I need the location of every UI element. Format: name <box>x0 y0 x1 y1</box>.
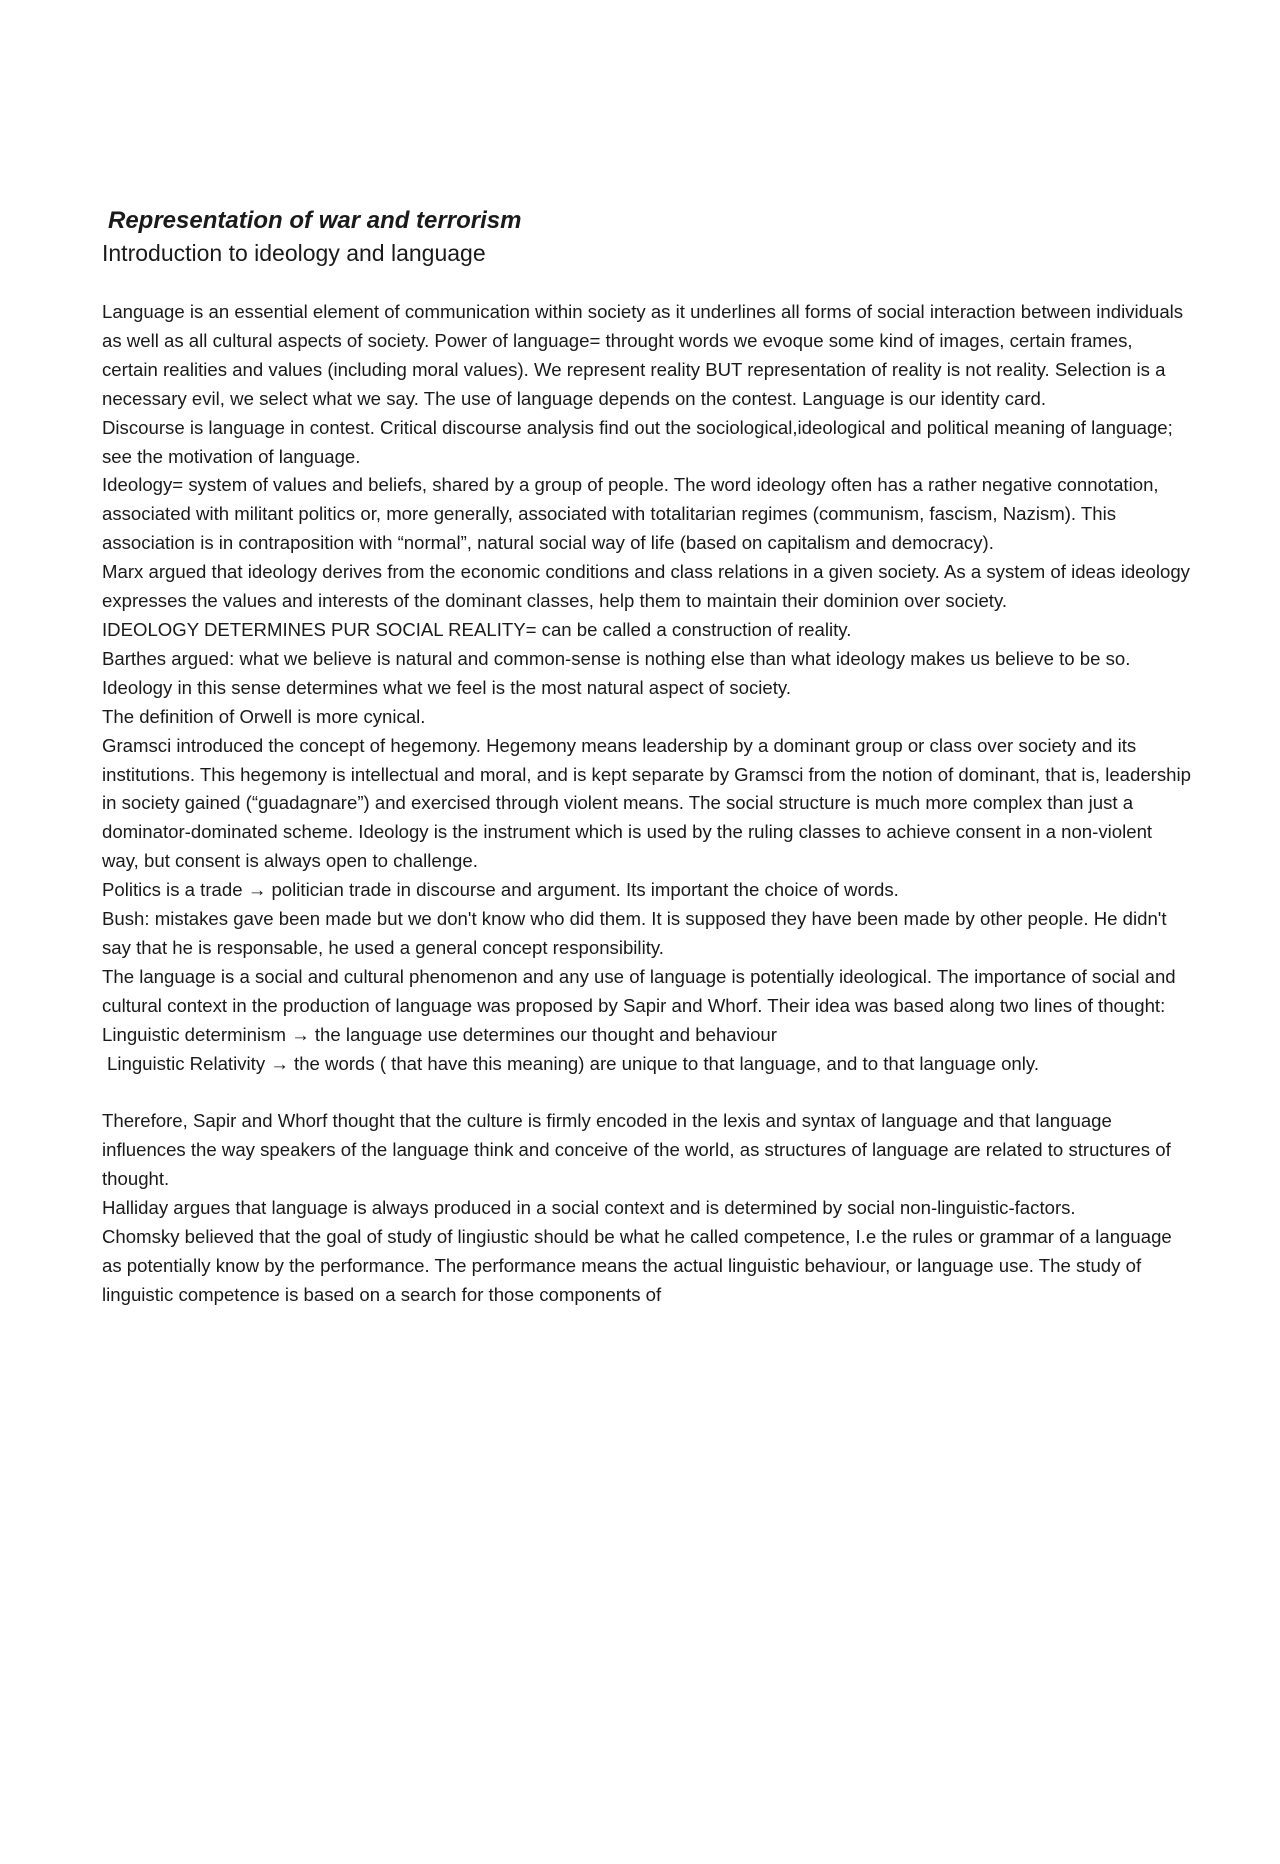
document-title: Representation of war and terrorism <box>108 207 522 234</box>
document-page <box>102 206 1192 1310</box>
paragraph-discourse: Discourse is language in contest. Critical discourse analysis find out the sociological,ideological and political meaning of language; see the motivation of language. <box>102 416 1173 467</box>
paragraph-linguistic-determinism: Linguistic determinism → the language use determines our thought and behaviour <box>102 1023 777 1045</box>
document-body <box>102 298 1192 1310</box>
document-subtitle: Introduction to ideology and language <box>102 240 486 266</box>
paragraph-halliday: Halliday argues that language is always produced in a social context and is determined by social non-linguistic-factors. <box>102 1197 1076 1219</box>
paragraph-spacer <box>102 1078 1192 1107</box>
paragraph-bush: Bush: mistakes gave been made but we don't know who did them. It is supposed they have been made by other people. He didn't say that he is responsable, he used a general concept responsibility. <box>102 908 1167 958</box>
paragraph-language: Language is an essential element of communication within society as it underlines all forms of social interaction between individuals as well as all cultural aspects of society. Power of language= throught words we evoque some kind of images, certain frames, certain realities and values (including moral values). We represent reality BUT representation of reality is not reality. Selection is a necessary evil, we select what we say. The use of language depends on the contest. Language is our identity card. <box>102 301 1184 409</box>
paragraph-barthes: Barthes argued: what we believe is natural and common-sense is nothing else than what ideology makes us believe to be so. Ideology in this sense determines what we feel is the most natural aspect of society. <box>102 647 1131 698</box>
paragraph-linguistic-relativity: Linguistic Relativity → the words ( that have this meaning) are unique to that language, and to that language only. <box>107 1052 1039 1074</box>
paragraph-therefore: Therefore, Sapir and Whorf thought that the culture is firmly encoded in the lexis and syntax of language and that language influences the way speakers of the language think and conceive of the world, as structures of language are related to structures of thought. <box>102 1110 1171 1190</box>
paragraph-ideology-reality: IDEOLOGY DETERMINES PUR SOCIAL REALITY= can be called a construction of reality. <box>102 618 852 640</box>
paragraph-marx: Marx argued that ideology derives from the economic conditions and class relations in a given society. As a system of ideas ideology expresses the values and interests of the dominant classes, help them to maintain their dominion over society. <box>102 561 1190 612</box>
paragraph-ideology-definition: Ideology= system of values and beliefs, shared by a group of people. The word ideology often has a rather negative connotation, associated with militant politics or, more generally, associated with totalitarian regimes (communism, fascism, Nazism). This association is in contraposition with “normal”, natural social way of life (based on capitalism and democracy). <box>102 474 1159 554</box>
paragraph-politics: Politics is a trade → politician trade in discourse and argument. Its important the choice of words. <box>102 879 899 901</box>
paragraph-chomsky: Chomsky believed that the goal of study of lingiustic should be what he called competence, I.e the rules or grammar of a language as potentially know by the performance. The performance means the actual linguistic behaviour, or language use. The study of linguistic competence is based on a search for those components of <box>102 1225 1172 1305</box>
paragraph-orwell: The definition of Orwell is more cynical. <box>102 705 426 727</box>
paragraph-sapir-whorf: The language is a social and cultural phenomenon and any use of language is potentially ideological. The importance of social and cultural context in the production of language was proposed by Sapir and Whorf. Their idea was based along two lines of thought: <box>102 965 1176 1016</box>
paragraph-gramsci: Gramsci introduced the concept of hegemony. Hegemony means leadership by a dominant group or class over society and its institutions. This hegemony is intellectual and moral, and is kept separate by Gramsci from the notion of dominant, that is, leadership in society gained (“guadagnare”) and exercised through violent means. The social structure is much more complex than just a dominator-dominated scheme. Ideology is the instrument which is used by the ruling classes to achieve consent in a non-violent way, but consent is always open to challenge. <box>102 734 1191 872</box>
